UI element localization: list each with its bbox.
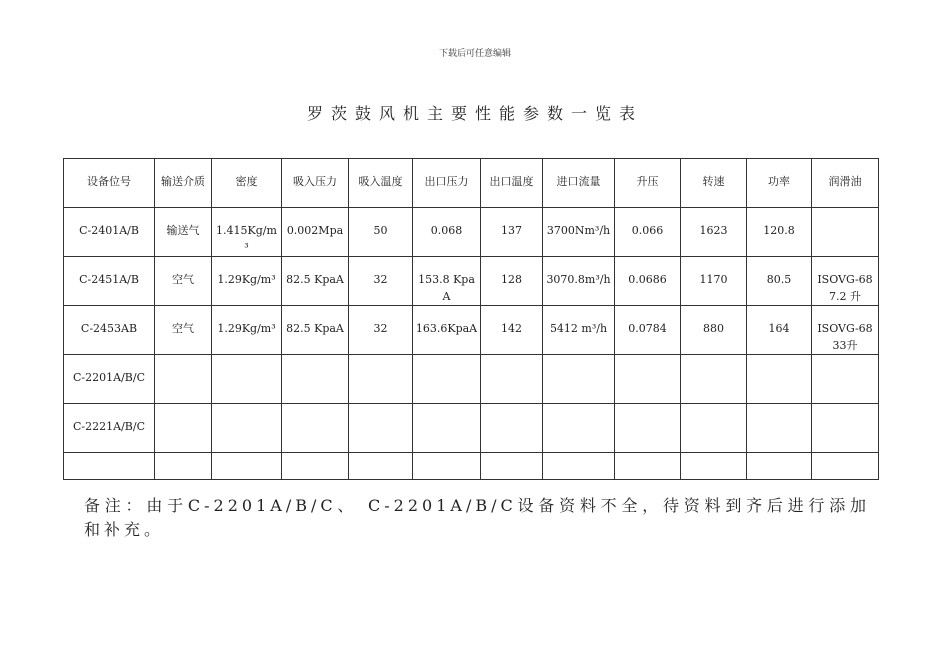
table-cell <box>155 453 212 480</box>
table-cell <box>543 355 615 404</box>
performance-table <box>63 158 879 480</box>
table-cell <box>481 355 543 404</box>
table-cell: ISOVG-68 33升 <box>812 306 879 355</box>
table-cell <box>282 453 349 480</box>
table-cell: 32 <box>349 257 413 306</box>
table-cell: 128 <box>481 257 543 306</box>
table-cell: 空气 <box>155 306 212 355</box>
table-cell: 0.068 <box>413 208 481 257</box>
table-cell: 50 <box>349 208 413 257</box>
table-cell: 输送气 <box>155 208 212 257</box>
header-cell: 吸入温度 <box>349 159 413 208</box>
table-cell <box>413 453 481 480</box>
table-cell: 0.0784 <box>615 306 681 355</box>
table-cell: C-2453AB <box>64 306 155 355</box>
table-cell: 163.6KpaA <box>413 306 481 355</box>
table-cell <box>481 404 543 453</box>
table-cell <box>282 355 349 404</box>
table-cell: 82.5 KpaA <box>282 306 349 355</box>
table-cell <box>812 404 879 453</box>
table-cell <box>282 404 349 453</box>
table-header-row <box>64 159 879 208</box>
table-cell <box>212 453 282 480</box>
table-cell <box>681 355 747 404</box>
header-cell: 转速 <box>681 159 747 208</box>
table-cell: 0.0686 <box>615 257 681 306</box>
table-cell: 0.002Mpa <box>282 208 349 257</box>
table-cell <box>212 355 282 404</box>
table-cell <box>349 453 413 480</box>
table-cell: 80.5 <box>747 257 812 306</box>
table-cell: 164 <box>747 306 812 355</box>
table-cell: 1.29Kg/m³ <box>212 257 282 306</box>
table-cell <box>747 404 812 453</box>
header-note: 下载后可任意编辑 <box>438 49 511 59</box>
table-cell: 3070.8m³/h <box>543 257 615 306</box>
table-cell: 3700Nm³/h <box>543 208 615 257</box>
table-cell: 137 <box>481 208 543 257</box>
table-cell <box>543 404 615 453</box>
table-cell: 1170 <box>681 257 747 306</box>
header-cell: 设备位号 <box>64 159 155 208</box>
header-cell: 功率 <box>747 159 812 208</box>
table-cell <box>155 355 212 404</box>
table-cell: C-2451A/B <box>64 257 155 306</box>
table-cell: C-2401A/B <box>64 208 155 257</box>
header-cell: 进口流量 <box>543 159 615 208</box>
table-cell: 120.8 <box>747 208 812 257</box>
table-cell <box>349 355 413 404</box>
header-cell: 升压 <box>615 159 681 208</box>
table-cell <box>747 355 812 404</box>
table-row <box>64 208 879 257</box>
table-cell <box>155 404 212 453</box>
remark-note: 备注：由于C-2201A/B/C、 C-2201A/B/C设备资料不全，待资料到齐后进行添加和补充。 <box>84 496 870 539</box>
table-cell <box>413 355 481 404</box>
header-cell: 吸入压力 <box>282 159 349 208</box>
header-cell: 出口压力 <box>413 159 481 208</box>
table-cell <box>64 453 155 480</box>
table-cell <box>812 355 879 404</box>
table-cell <box>681 453 747 480</box>
table-cell <box>349 404 413 453</box>
table-cell: 82.5 KpaA <box>282 257 349 306</box>
table-cell: 142 <box>481 306 543 355</box>
table-cell: C-2201A/B/C <box>64 355 155 404</box>
table-cell: 32 <box>349 306 413 355</box>
table-cell <box>413 404 481 453</box>
table-row <box>64 306 879 355</box>
table-cell <box>212 404 282 453</box>
header-cell: 润滑油 <box>812 159 879 208</box>
document-title: 罗茨鼓风机主要性能参数一览表 <box>306 104 643 123</box>
header-cell: 密度 <box>212 159 282 208</box>
table-cell <box>615 453 681 480</box>
table-cell <box>747 453 812 480</box>
header-cell: 输送介质 <box>155 159 212 208</box>
table-cell <box>543 453 615 480</box>
table-cell <box>681 404 747 453</box>
table-row <box>64 355 879 404</box>
table-cell: 5412 m³/h <box>543 306 615 355</box>
header-cell: 出口温度 <box>481 159 543 208</box>
table-body <box>64 208 879 480</box>
table-cell: 1623 <box>681 208 747 257</box>
table-cell <box>812 208 879 257</box>
table-row <box>64 453 879 480</box>
table-cell <box>812 453 879 480</box>
table-cell: 1.29Kg/m³ <box>212 306 282 355</box>
table-cell <box>481 453 543 480</box>
table-cell: 空气 <box>155 257 212 306</box>
table-cell <box>615 355 681 404</box>
table-cell: 880 <box>681 306 747 355</box>
table-cell: 153.8 KpaA <box>413 257 481 306</box>
table-row <box>64 257 879 306</box>
table-cell: C-2221A/B/C <box>64 404 155 453</box>
table-row <box>64 404 879 453</box>
table-cell <box>615 404 681 453</box>
table-cell: ISOVG-68 7.2 升 <box>812 257 879 306</box>
table-cell: 1.415Kg/m³ <box>212 208 282 257</box>
table-cell: 0.066 <box>615 208 681 257</box>
